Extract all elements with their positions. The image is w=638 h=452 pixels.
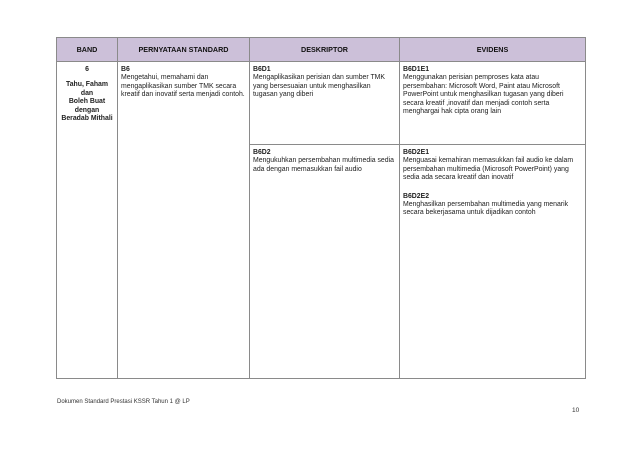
- table-header-row: [57, 38, 586, 62]
- evidence-cell: [400, 62, 586, 145]
- evidence-code: B6D1E1: [403, 66, 430, 73]
- table-row: [57, 62, 586, 145]
- evidence-text: Menggunakan perisian pemproses kata atau persembahan: Microsoft Word, Paint atau Microsoft PowerPoint untuk menghasilkan tugasan yang diberi secara kreatif ,inovatif dan menjadi contoh serta menghargai hak cipta orang lain: [403, 74, 564, 116]
- descriptor-cell: [250, 62, 400, 145]
- standard-cell: [118, 62, 250, 379]
- descriptor-code: B6D2: [253, 149, 271, 156]
- descriptor-code: B6D1: [253, 66, 271, 73]
- evidence-item: [403, 193, 582, 218]
- header-pernyataan-standard: PERNYATAAN STANDARD: [118, 38, 250, 62]
- descriptor-text: Mengukuhkan persembahan multimedia sedia ada dengan memasukkan fail audio: [253, 157, 394, 173]
- band-label-line: Boleh Buat: [68, 98, 106, 106]
- evidence-code: B6D2E1: [403, 149, 430, 156]
- descriptor-text: Mengaplikasikan perisian dan sumber TMK yang bersesuaian untuk menghasilkan tugasan yang diberi: [253, 74, 386, 99]
- standards-table: [56, 37, 586, 379]
- evidence-text: Menguasai kemahiran memasukkan fail audio ke dalam persembahan multimedia (Microsoft PowerPoint) yang sedia ada secara kreatif dan inovatif: [403, 157, 574, 182]
- page-number: 10: [572, 407, 580, 414]
- band-label-line: Tahu, Faham: [66, 81, 108, 89]
- evidence-item: [403, 149, 582, 183]
- header-evidens: EVIDENS: [400, 38, 586, 62]
- band-number: 6: [85, 66, 89, 73]
- document-footer: Dokumen Standard Prestasi KSSR Tahun 1 @ LP: [57, 399, 190, 405]
- band-label-line: Beradab Mithali: [61, 115, 113, 123]
- descriptor-cell: [250, 145, 400, 379]
- evidence-cell: [400, 145, 586, 379]
- band-label-line: dengan: [74, 106, 100, 114]
- evidence-text: Menghasilkan persembahan multimedia yang menarik secara bekerjasama untuk dijadikan contoh: [403, 201, 569, 217]
- header-band: BAND: [57, 38, 118, 62]
- band-cell: [57, 62, 118, 379]
- evidence-item: [403, 66, 582, 116]
- band-label-line: dan: [80, 89, 94, 97]
- header-deskriptor: DESKRIPTOR: [250, 38, 400, 62]
- evidence-code: B6D2E2: [403, 192, 430, 200]
- standard-text: Mengetahui, memahami dan mengaplikasikan sumber TMK secara kreatif dan inovatif serta menjadi contoh.: [121, 74, 245, 99]
- standard-code: B6: [121, 66, 130, 73]
